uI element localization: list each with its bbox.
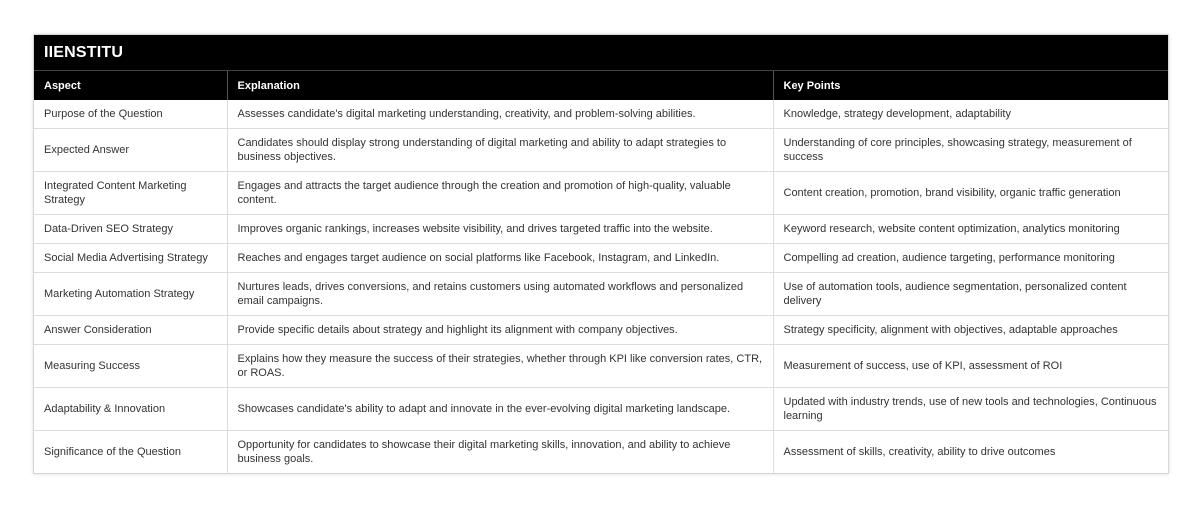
cell-key-points: Use of automation tools, audience segmentation, personalized content delivery [773, 273, 1168, 316]
table-row [34, 100, 1168, 129]
cell-explanation: Assesses candidate's digital marketing understanding, creativity, and problem-solving abilities. [227, 100, 773, 129]
cell-explanation: Candidates should display strong understanding of digital marketing and ability to adapt strategies to business objectives. [227, 129, 773, 172]
cell-aspect: Answer Consideration [34, 316, 227, 345]
cell-aspect: Integrated Content Marketing Strategy [34, 172, 227, 215]
cell-key-points: Assessment of skills, creativity, ability to drive outcomes [783, 446, 1056, 458]
cell-explanation: Opportunity for candidates to showcase their digital marketing skills, innovation, and ability to achieve business goals. [227, 431, 773, 474]
cell-aspect: Significance of the Question [34, 431, 227, 474]
cell-explanation: Nurtures leads, drives conversions, and retains customers using automated workflows and personalized email campaigns. [227, 273, 773, 316]
cell-key-points: Updated with industry trends, use of new tools and technologies, Continuous learning [773, 388, 1168, 431]
cell-aspect: Data-Driven SEO Strategy [34, 215, 227, 244]
cell-key-points: Compelling ad creation, audience targeting, performance monitoring [773, 244, 1168, 273]
cell-explanation: Explains how they measure the success of their strategies, whether through KPI like conversion rates, CTR, or ROAS. [227, 345, 773, 388]
aspect-table [34, 71, 1168, 473]
cell-aspect: Purpose of the Question [34, 100, 227, 129]
cell-explanation: Showcases candidate's ability to adapt and innovate in the ever-evolving digital marketing landscape. [227, 388, 773, 431]
table-row [34, 172, 1168, 215]
cell-aspect: Measuring Success [34, 345, 227, 388]
cell-aspect: Expected Answer [34, 129, 227, 172]
cell-aspect: Marketing Automation Strategy [34, 273, 227, 316]
brand-title: IIENSTITU [34, 35, 1168, 71]
cell-aspect: Social Media Advertising Strategy [34, 244, 227, 273]
cell-key-points: Content creation, promotion, brand visibility, organic traffic generation [773, 172, 1168, 215]
column-header-key-points: Key Points [773, 71, 1168, 100]
cell-explanation: Provide specific details about strategy and highlight its alignment with company objectives. [227, 316, 773, 345]
cell-aspect: Adaptability & Innovation [34, 388, 227, 431]
cell-key-points: Strategy specificity, alignment with objectives, adaptable approaches [773, 316, 1168, 345]
cell-explanation: Engages and attracts the target audience through the creation and promotion of high-quality, valuable content. [227, 172, 773, 215]
cell-key-points: Understanding of core principles, showcasing strategy, measurement of success [773, 129, 1168, 172]
cell-explanation: Reaches and engages target audience on social platforms like Facebook, Instagram, and LinkedIn. [227, 244, 773, 273]
cell-key-points: Measurement of success, use of KPI, assessment of ROI [773, 345, 1168, 388]
table-row [34, 215, 1168, 244]
cell-explanation: Improves organic rankings, increases website visibility, and drives targeted traffic into the website. [227, 215, 773, 244]
table-row [34, 244, 1168, 273]
table-row [34, 316, 1168, 345]
table-row [34, 273, 1168, 316]
table-container [33, 34, 1169, 474]
column-header-explanation: Explanation [227, 71, 773, 100]
table-row [34, 345, 1168, 388]
column-header-aspect: Aspect [34, 71, 227, 100]
table-row [34, 388, 1168, 431]
table-row [34, 431, 1168, 474]
table-row [34, 129, 1168, 172]
table-header-row [34, 71, 1168, 100]
cell-key-points: Knowledge, strategy development, adaptability [773, 100, 1168, 129]
cell-key-points: Keyword research, website content optimization, analytics monitoring [773, 215, 1168, 244]
